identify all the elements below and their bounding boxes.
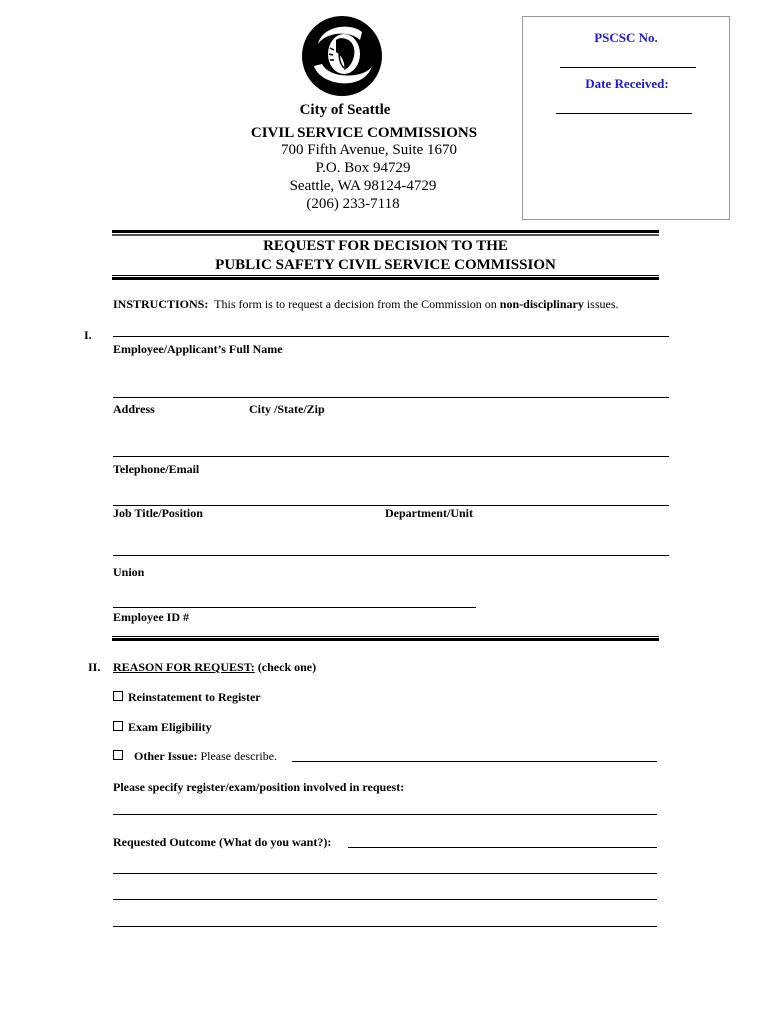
requested-outcome-line-3[interactable] (113, 899, 657, 900)
form-title-line-1: REQUEST FOR DECISION TO THE (263, 238, 508, 254)
instructions-label: INSTRUCTIONS: (113, 297, 209, 311)
requested-outcome-line-4[interactable] (113, 926, 657, 927)
option-exam-eligibility[interactable] (113, 720, 212, 735)
reason-heading-note: (check one) (257, 660, 317, 674)
requested-outcome-field[interactable] (348, 847, 657, 848)
city-name: City of Seattle (299, 102, 391, 118)
commission-name: CIVIL SERVICE COMMISSIONS (250, 125, 478, 141)
address-line-2: P.O. Box 94729 (315, 160, 411, 176)
section-2-numeral: II. (88, 660, 101, 674)
address-line-1: 700 Fifth Avenue, Suite 1670 (281, 142, 457, 158)
section-divider-thin (112, 636, 659, 637)
employee-id-field[interactable] (113, 607, 476, 608)
other-issue-label: Other Issue: (134, 749, 198, 763)
form-title-line-2: PUBLIC SAFETY CIVIL SERVICE COMMISSION (215, 257, 556, 273)
job-title-label: Job Title/Position (113, 506, 203, 520)
address-line-3: Seattle, WA 98124-4729 (289, 178, 437, 194)
address-field[interactable] (113, 397, 669, 398)
address-label: Address (113, 402, 155, 416)
instructions (113, 297, 673, 312)
full-name-field[interactable] (113, 336, 669, 337)
title-top-rule-shadow (112, 234, 659, 236)
reinstatement-label: Reinstatement to Register (128, 690, 261, 704)
instructions-emphasis: non-disciplinary (499, 297, 584, 311)
specify-label: Please specify register/exam/position involved in request: (113, 780, 405, 794)
reason-heading (113, 660, 316, 675)
seattle-logo (300, 14, 384, 98)
title-bottom-rule (112, 277, 659, 280)
telephone-email-field[interactable] (113, 456, 669, 457)
reinstatement-checkbox[interactable] (113, 691, 123, 701)
other-issue-checkbox[interactable] (113, 750, 123, 760)
department-label: Department/Unit (385, 506, 473, 520)
full-name-label: Employee/Applicant’s Full Name (113, 342, 283, 356)
instructions-text: This form is to request a decision from the Commission on (214, 297, 497, 311)
title-bottom-rule-thin (112, 275, 659, 276)
exam-eligibility-checkbox[interactable] (113, 721, 123, 731)
date-received-field[interactable] (556, 113, 692, 114)
instructions-text-end: issues. (586, 297, 619, 311)
section-1-numeral: I. (84, 328, 92, 342)
other-issue-prompt: Please describe. (200, 749, 278, 763)
union-field[interactable] (113, 555, 669, 556)
reason-heading-text: REASON FOR REQUEST: (113, 660, 255, 674)
union-label: Union (113, 565, 145, 579)
section-divider (112, 638, 659, 641)
city-state-zip-label: City /State/Zip (249, 402, 325, 416)
telephone-email-label: Telephone/Email (113, 462, 200, 476)
pscsc-number-field[interactable] (560, 67, 696, 68)
employee-id-label: Employee ID # (113, 610, 189, 624)
phone-number: (206) 233-7118 (306, 196, 400, 212)
specify-field[interactable] (113, 814, 657, 815)
date-received-label: Date Received: (585, 76, 669, 91)
office-use-box (522, 16, 730, 220)
pscsc-number-label: PSCSC No. (594, 30, 658, 45)
requested-outcome-label: Requested Outcome (What do you want?): (113, 835, 332, 849)
option-reinstatement[interactable] (113, 690, 261, 705)
exam-eligibility-label: Exam Eligibility (128, 720, 212, 734)
title-top-rule (112, 230, 659, 233)
requested-outcome-line-2[interactable] (113, 873, 657, 874)
other-issue-field[interactable] (292, 761, 657, 762)
option-other-issue[interactable] (113, 749, 277, 764)
